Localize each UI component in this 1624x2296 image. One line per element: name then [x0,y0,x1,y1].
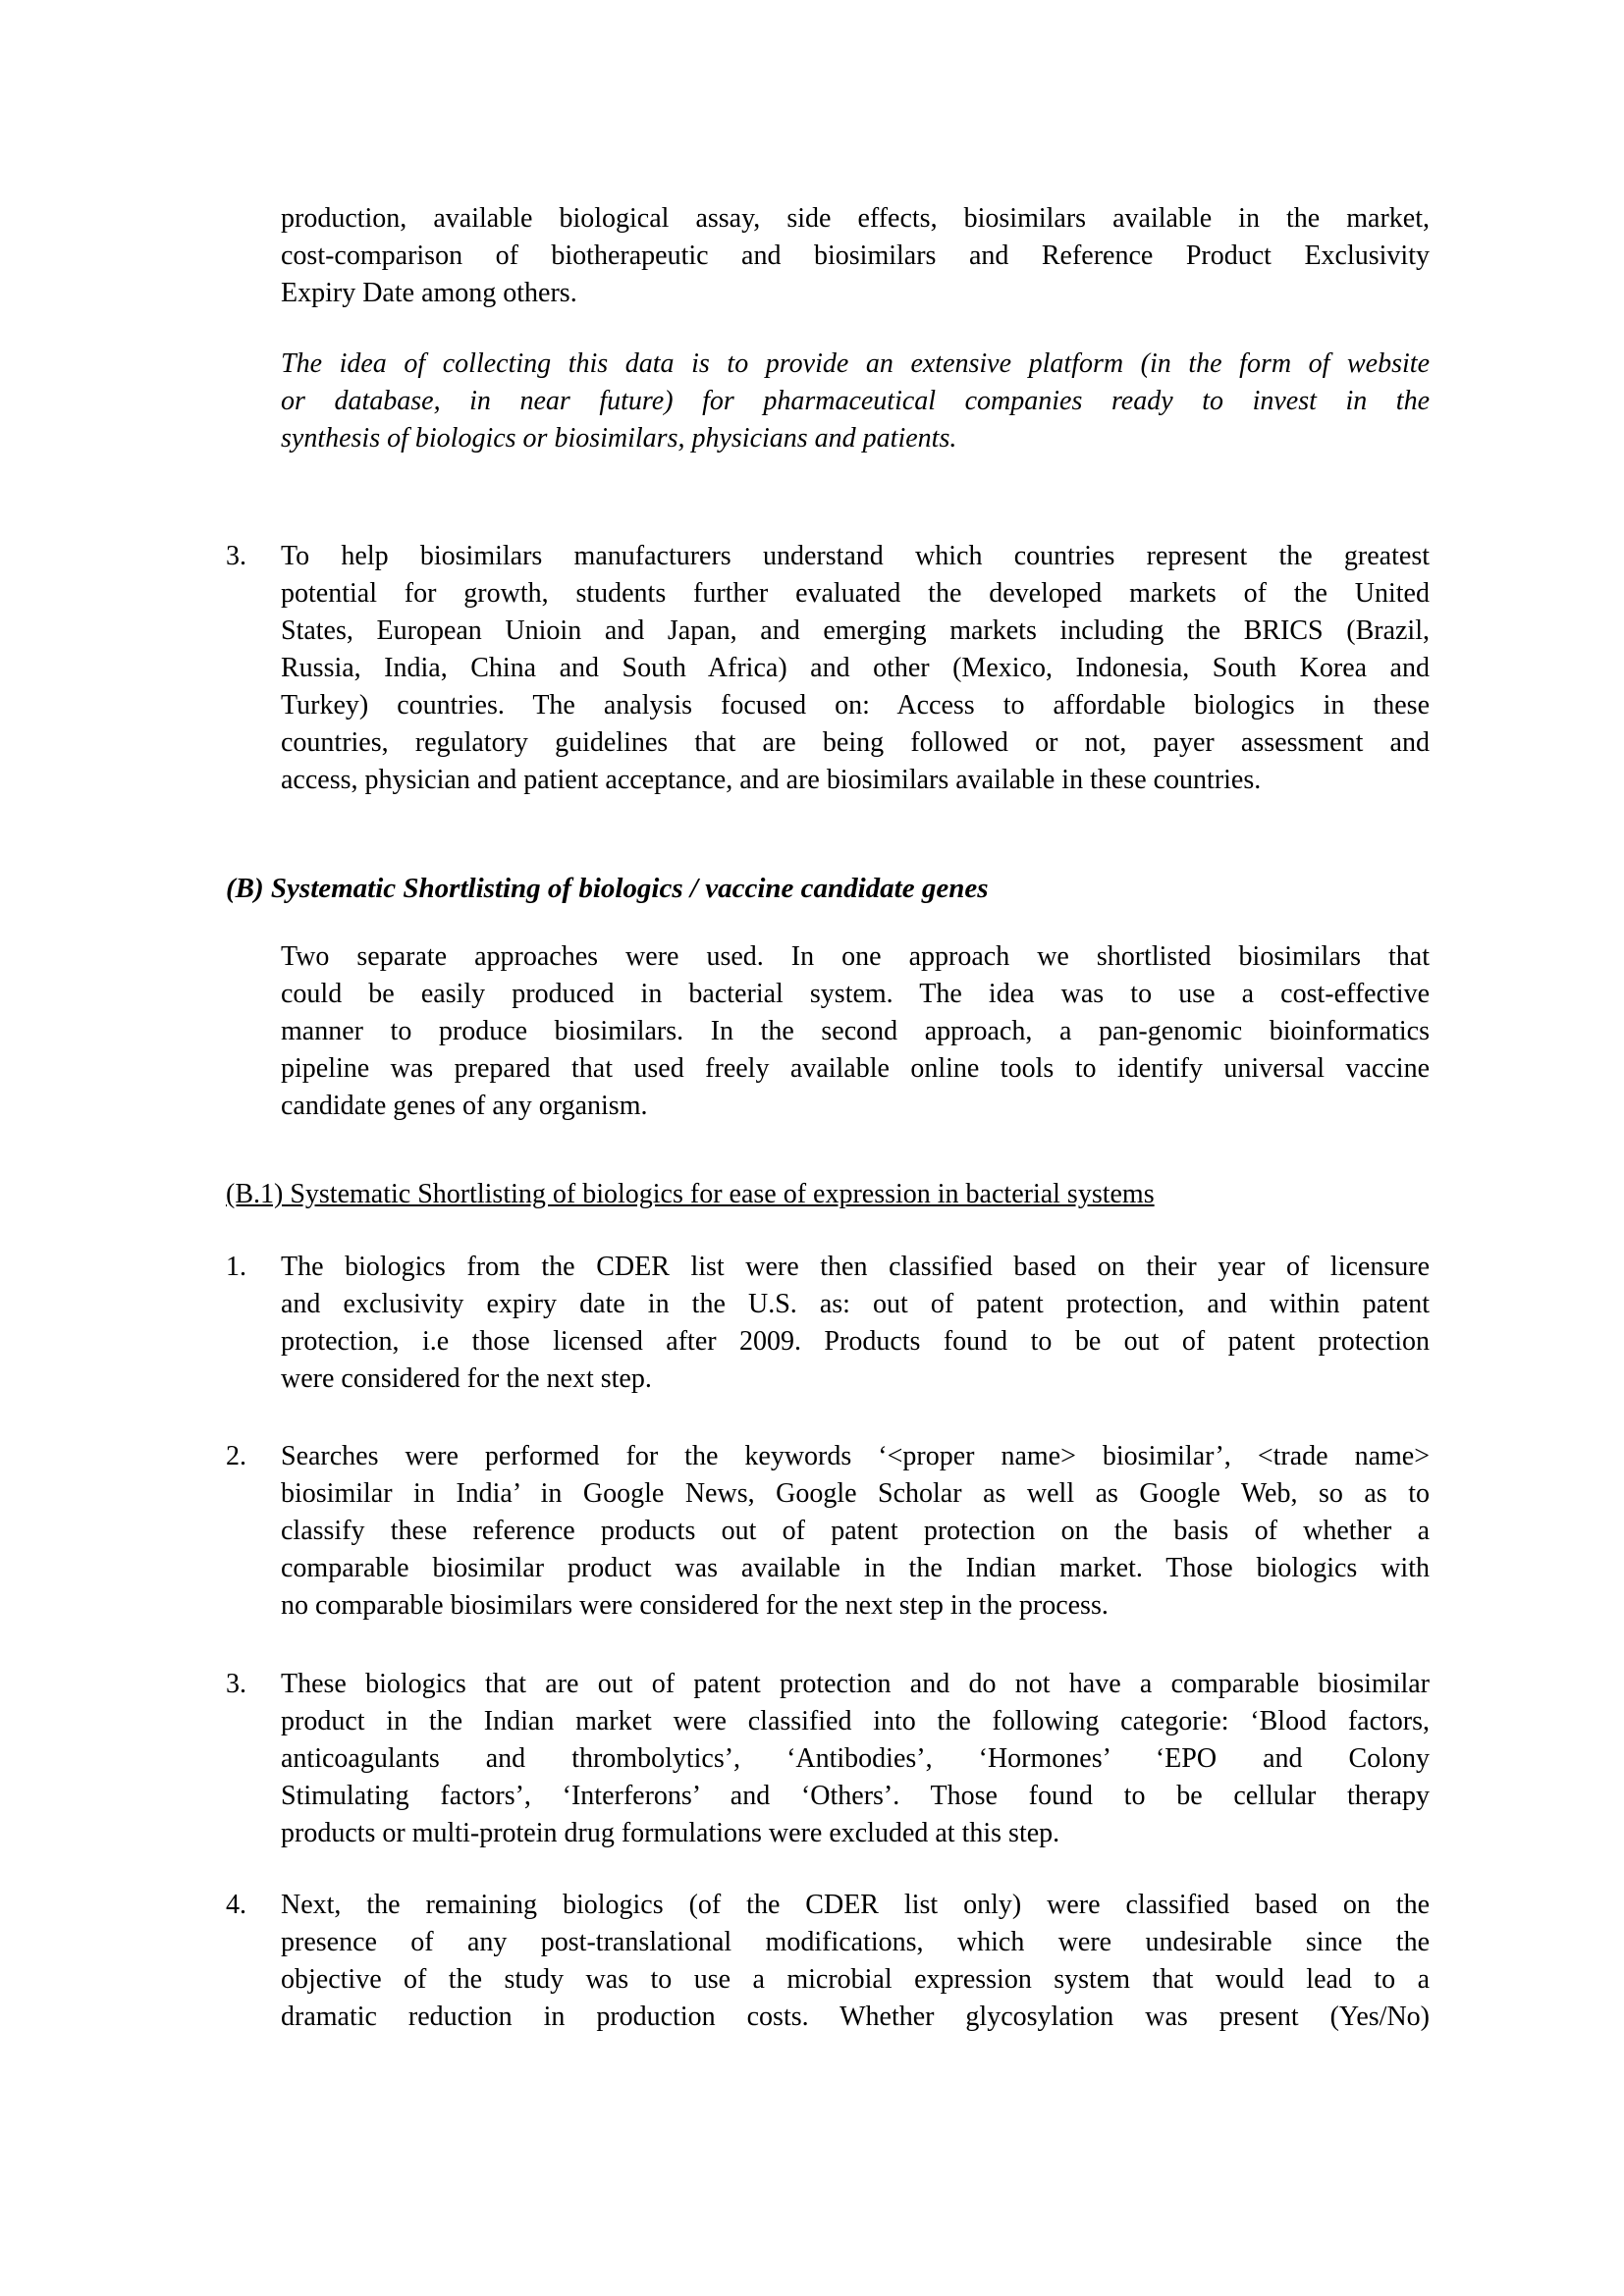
list-number: 3. [226,541,246,571]
text-line: or database, in near future) for pharmaceutical companies ready to invest in the [281,386,1430,416]
paragraph-text [281,938,1430,1125]
text-line: Next, the remaining biologics (of the CDER list only) were classified based on the [281,1890,1430,1920]
text-line: (B) Systematic Shortlisting of biologics / vaccine candidate genes [226,873,989,904]
text-line: Stimulating factors’, ‘Interferons’ and ‘Others’. Those found to be cellular therapy [281,1781,1430,1811]
text-line: candidate genes of any organism. [281,1091,648,1121]
heading-text [226,870,1430,907]
list-item-1-cder-classification [226,1249,1430,1398]
text-line: (B.1) Systematic Shortlisting of biologics for ease of expression in bacterial systems [226,1179,1155,1209]
paragraph-text [281,538,1430,799]
text-line: cost-comparison of biotherapeutic and biosimilars and Reference Product Exclusivity [281,240,1430,271]
text-line: presence of any post-translational modifications, which were undesirable since the [281,1927,1430,1957]
text-line: comparable biosimilar product was available in the Indian market. Those biologics with [281,1553,1430,1583]
paragraph-text [281,1887,1430,2036]
text-line: Russia, India, China and South Africa) and other (Mexico, Indonesia, South Korea and [281,653,1430,683]
list-item-3-categories [226,1666,1430,1852]
text-line: The biologics from the CDER list were then classified based on their year of licensure [281,1252,1430,1282]
text-line: were considered for the next step. [281,1363,652,1394]
text-line: classify these reference products out of patent protection on the basis of whether a [281,1516,1430,1546]
text-line: product in the Indian market were classified into the following categorie: ‘Blood factors, [281,1706,1430,1736]
text-line: and exclusivity expiry date in the U.S. as: out of patent protection, and within patent [281,1289,1430,1319]
list-item-2-keyword-searches [226,1438,1430,1625]
document-body [226,200,1430,2036]
text-line: Two separate approaches were used. In one approach we shortlisted biosimilars that [281,941,1430,972]
text-line: objective of the study was to use a microbial expression system that would lead to a [281,1964,1430,1995]
text-line: countries, regulatory guidelines that are being followed or not, payer assessment and [281,727,1430,758]
text-line: access, physician and patient acceptance, and are biosimilars available in these countries. [281,765,1262,795]
text-line: dramatic reduction in production costs. Whether glycosylation was present (Yes/No) [281,2002,1430,2032]
continued-paragraph [226,200,1430,312]
paragraph-text [281,200,1430,312]
paragraph-text [281,346,1430,457]
text-line: could be easily produced in bacterial system. The idea was to use a cost-effective [281,979,1430,1009]
text-line: synthesis of biologics or biosimilars, physicians and patients. [281,423,957,454]
section-heading-b1 [226,1176,1430,1213]
text-line: products or multi-protein drug formulations were excluded at this step. [281,1818,1060,1848]
text-line: manner to produce biosimilars. In the second approach, a pan-genomic bioinformatics [281,1016,1430,1046]
text-line: Expiry Date among others. [281,278,577,308]
text-line: no comparable biosimilars were considered for the next step in the process. [281,1590,1109,1621]
text-line: anticoagulants and thrombolytics’, ‘Antibodies’, ‘Hormones’ ‘EPO and Colony [281,1743,1430,1774]
text-line: protection, i.e those licensed after 2009. Products found to be out of patent protection [281,1326,1430,1357]
text-line: The idea of collecting this data is to provide an extensive platform (in the form of website [281,348,1430,379]
section-b-intro-paragraph [226,938,1430,1125]
list-number: 1. [226,1252,246,1282]
text-line: Turkey) countries. The analysis focused on: Access to affordable biologics in these [281,690,1430,721]
text-line: To help biosimilars manufacturers understand which countries represent the greatest [281,541,1430,571]
text-line: These biologics that are out of patent protection and do not have a comparable biosimilar [281,1669,1430,1699]
list-item-4-post-translational [226,1887,1430,2036]
text-line: Searches were performed for the keywords ‘<proper name> biosimilar’, <trade name> [281,1441,1430,1471]
list-number: 3. [226,1669,246,1699]
text-line: potential for growth, students further evaluated the developed markets of the United [281,578,1430,609]
text-line: production, available biological assay, side effects, biosimilars available in the market, [281,203,1430,234]
italic-note-paragraph [226,346,1430,457]
text-line: pipeline was prepared that used freely available online tools to identify universal vaccine [281,1053,1430,1084]
list-number: 2. [226,1441,246,1471]
paragraph-text [281,1249,1430,1398]
text-line: States, European Unioin and Japan, and emerging markets including the BRICS (Brazil, [281,615,1430,646]
paragraph-text [281,1438,1430,1625]
paragraph-text [281,1666,1430,1852]
text-line: biosimilar in India’ in Google News, Google Scholar as well as Google Web, so as to [281,1478,1430,1509]
section-heading-b [226,870,1430,907]
list-item-3-markets [226,538,1430,799]
list-number: 4. [226,1890,246,1920]
heading-text [226,1176,1430,1213]
